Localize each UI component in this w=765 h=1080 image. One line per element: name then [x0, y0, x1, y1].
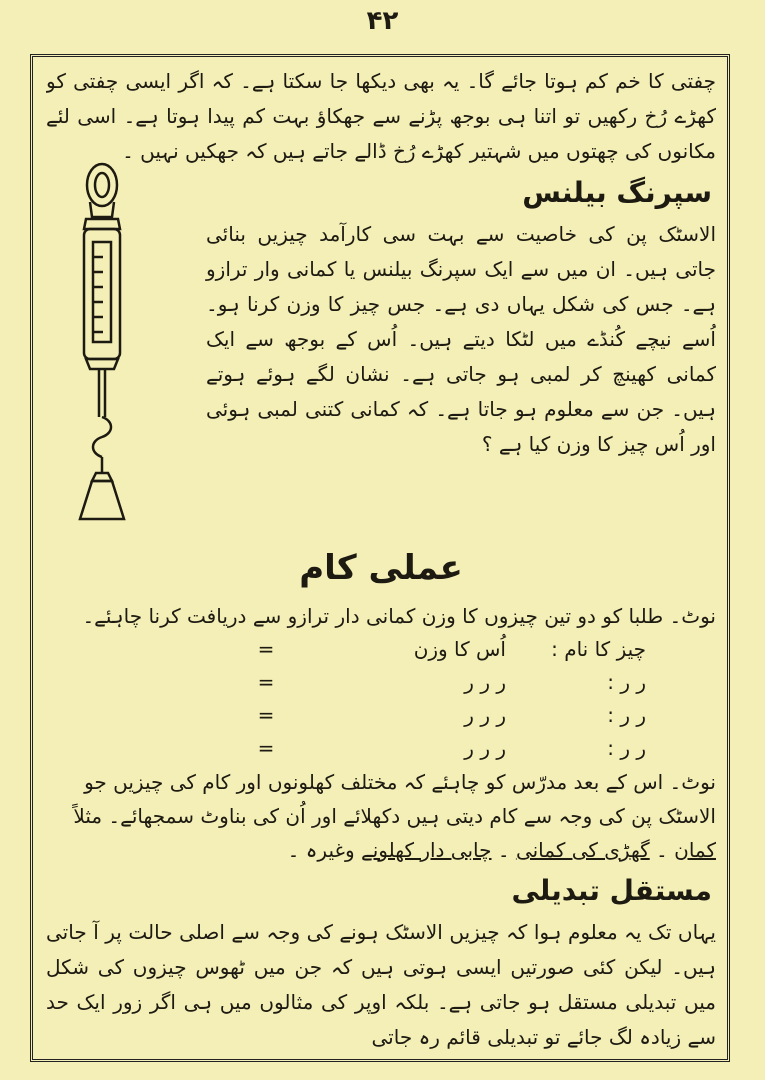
form-equals: =	[257, 637, 275, 661]
intro-paragraph: چفتی کا خم کم ہوتا جائے گا۔ یہ بھی دیکھا جا سکتا ہے۔ کہ اگر ایسی چفتی کو کھڑے رُخ رکھیں تو اتنا ہی بوجھ پڑنے سے جھکاؤ بہت کم پیدا ہوتا ہے۔ اسی لئے مکانوں کی چھتوں میں شہتیر کھڑے رُخ ڈالے جاتے ہیں کہ جھکیں نہیں ۔	[46, 69, 716, 163]
note-first: نوٹ۔ طلبا کو دو تین چیزوں کا وزن کمانی دار ترازو سے دریافت کرنا چاہئے۔	[82, 604, 716, 628]
form-row-equals: =	[257, 703, 275, 727]
form-name-label: چیز کا نام :	[551, 637, 646, 661]
form-row-name: ر ر :	[607, 670, 646, 694]
example-watch-spring: گھڑی کی کمانی	[515, 838, 650, 862]
form-row	[46, 699, 716, 732]
permanent-change-paragraph: یہاں تک یہ معلوم ہوا کہ چیزیں الاسٹک ہونے کی وجہ سے اصلی حالت پر آ جاتی ہیں۔ لیکن کئی صورتیں ایسی ہوتی ہیں کہ جن میں ٹھوس چیزوں کی شکل میں تبدیلی مستقل ہو جاتی ہے۔ بلکہ اوپر کی مثالوں میں ہی اگر زور ایک حد سے زیادہ لگ جائے تو تبدیلی قائم رہ جاتی	[46, 920, 716, 1049]
form-row-equals: =	[257, 736, 275, 760]
note-second: نوٹ۔ اس کے بعد مدرّس کو چاہئے کہ مختلف کھلونوں اور کام کی چیزیں جو الاسٹک پن کی وجہ سے کام دیتی ہیں دکھلائے اور اُن کی بناوٹ سمجھائے۔ مثلاً	[73, 770, 716, 828]
form-row-name: ر ر :	[607, 703, 646, 727]
form-row-weight: ر ر ر	[464, 670, 506, 694]
form-row-weight: ر ر ر	[464, 703, 506, 727]
heading-spring-balance: سپرنگ بیلنس	[522, 176, 712, 209]
example-bow: کمان	[674, 838, 716, 862]
form-row-weight: ر ر ر	[464, 736, 506, 760]
page-number: ۴۲	[366, 6, 399, 36]
spring-balance-section	[46, 217, 716, 537]
form-header-row	[46, 633, 716, 666]
weight-form	[46, 633, 716, 765]
example-separator: ۔	[649, 838, 675, 862]
examples-suffix: وغیرہ ۔	[287, 838, 361, 862]
form-row-name: ر ر :	[607, 736, 646, 760]
heading-permanent-change: مستقل تبدیلی	[511, 874, 712, 907]
form-weight-label: اُس کا وزن	[413, 637, 506, 661]
form-row-equals: =	[257, 670, 275, 694]
example-wind-up-toys: چابی دار کھلونے	[360, 838, 492, 862]
spring-balance-illustration	[52, 157, 202, 527]
form-row	[46, 666, 716, 699]
examples-line	[46, 833, 716, 867]
spring-balance-paragraph: الاسٹک پن کی خاصیت سے بہت سی کارآمد چیزیں بنائی جاتی ہیں۔ ان میں سے ایک سپرنگ بیلنس یا کمانی وار ترازو ہے۔ جس کی شکل یہاں دی ہے۔ جس چیز کا وزن کرنا ہو۔ اُسے نیچے کُنڈے میں لٹکا دیتے ہیں۔ اُس کے بوجھ سے ایک کمانی کھینچ کر لمبی ہو جاتی ہے۔ نشان لگے ہوئے ہوتے ہیں۔ جن سے معلوم ہو جاتا ہے۔ کہ کمانی کتنی لمبی ہوئی اور اُس چیز کا وزن کیا ہے ؟	[206, 222, 716, 456]
form-row	[46, 732, 716, 765]
page-content	[46, 64, 716, 1054]
heading-practical-work: عملی کام	[299, 548, 463, 588]
example-separator: ۔	[491, 838, 516, 862]
